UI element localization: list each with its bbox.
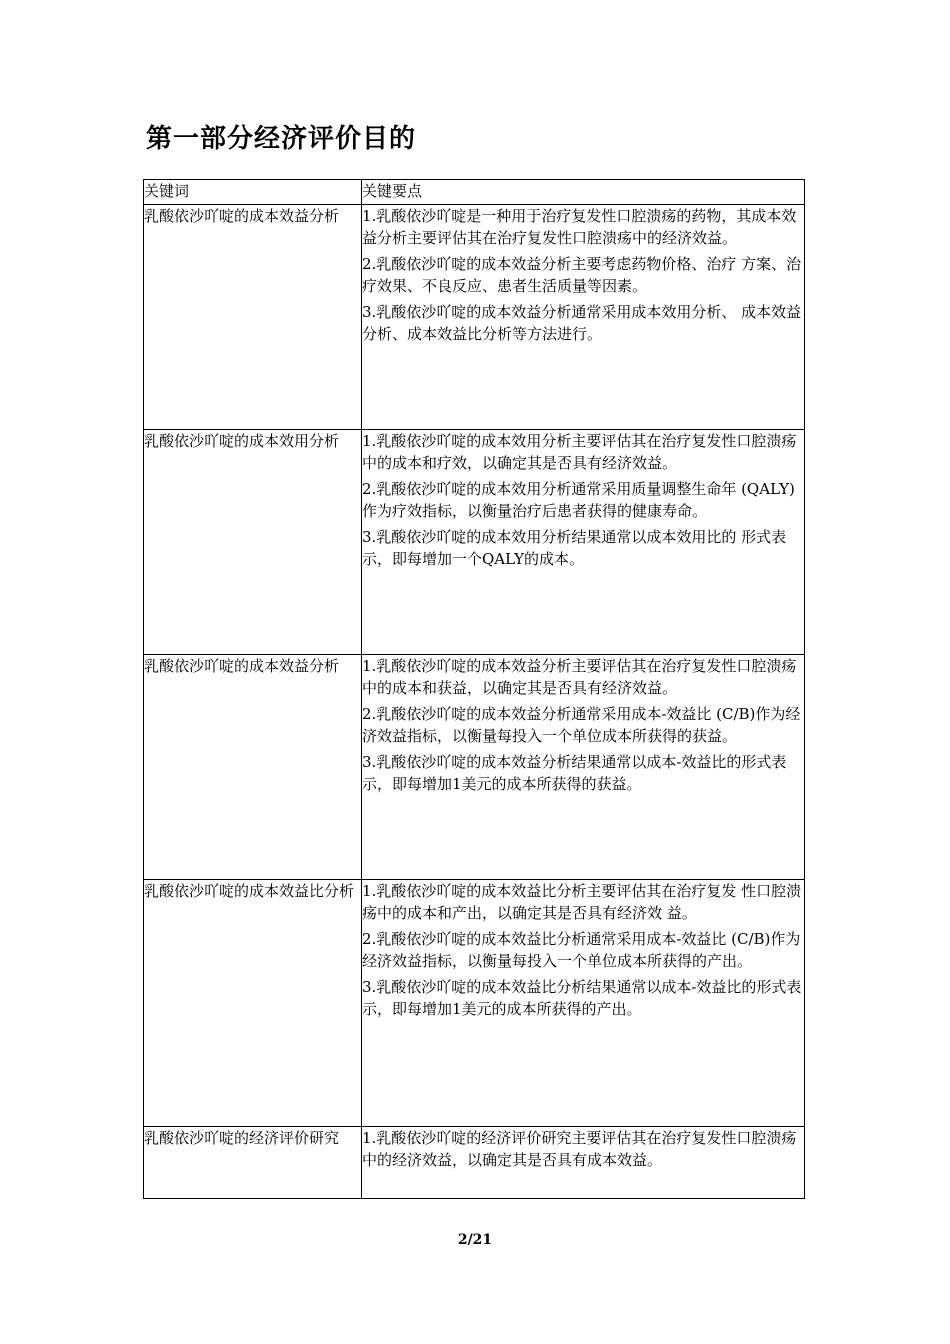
key-point: 2.乳酸依沙吖啶的成本效用分析通常采用质量调整生命年 (QALY)作为疗效指标，以衡量治疗后患者获得的健康寿命。 [362,480,795,520]
header-key-points: 关键要点 [362,180,805,205]
key-point: 3.乳酸依沙吖啶的成本效益分析结果通常以成本-效益比的形式表示，即每增加1美元的成本所获得的获益。 [362,753,787,793]
key-points-cell [362,1127,805,1199]
page-number: 2/21 [457,1232,493,1248]
key-point: 3.乳酸依沙吖啶的成本效用分析结果通常以成本效用比的 形式表示，即每增加一个QALY的成本。 [362,528,787,568]
key-points-cell [362,205,805,430]
table-row [144,1127,805,1199]
table-header-row [144,180,805,205]
key-point: 3.乳酸依沙吖啶的成本效益比分析结果通常以成本-效益比的形式表示，即每增加1美元的成本所获得的产出。 [362,978,802,1018]
page-title: 第一部分经济评价目的 [146,124,417,154]
keyword-cell: 乳酸依沙吖啶的成本效益分析 [144,205,362,430]
table-row [144,430,805,655]
key-point: 2.乳酸依沙吖啶的成本效益比分析通常采用成本-效益比 (C/B)作为经济效益指标，以衡量每投入一个单位成本所获得的产出。 [362,930,801,970]
table-row [144,880,805,1127]
keyword-cell: 乳酸依沙吖啶的成本效益分析 [144,655,362,880]
key-point: 1.乳酸依沙吖啶的成本效益分析主要评估其在治疗复发性口腔溃疡中的成本和获益，以确定其是否具有经济效益。 [362,657,797,697]
key-point: 1.乳酸依沙吖啶的经济评价研究主要评估其在治疗复发性口腔溃疡中的经济效益，以确定其是否具有成本效益。 [362,1129,797,1169]
key-point: 1.乳酸依沙吖啶是一种用于治疗复发性口腔溃疡的药物，其成本效益分析主要评估其在治疗复发性口腔溃疡中的经济效益。 [362,207,797,247]
table-row [144,655,805,880]
key-point: 1.乳酸依沙吖啶的成本效用分析主要评估其在治疗复发性口腔溃疡中的成本和疗效，以确定其是否具有经济效益。 [362,432,797,472]
key-point: 2.乳酸依沙吖啶的成本效益分析通常采用成本-效益比 (C/B)作为经济效益指标，以衡量每投入一个单位成本所获得的获益。 [362,705,801,745]
key-point: 1.乳酸依沙吖啶的成本效益比分析主要评估其在治疗复发 性口腔溃疡中的成本和产出，以确定其是否具有经济效 益。 [362,882,802,922]
keyword-cell: 乳酸依沙吖啶的经济评价研究 [144,1127,362,1199]
key-points-cell [362,655,805,880]
key-points-table [143,179,805,1199]
key-points-cell [362,430,805,655]
keyword-cell: 乳酸依沙吖啶的成本效用分析 [144,430,362,655]
header-keyword: 关键词 [144,180,362,205]
key-point: 3.乳酸依沙吖啶的成本效益分析通常采用成本效用分析、 成本效益分析、成本效益比分析等方法进行。 [362,303,802,343]
keyword-cell: 乳酸依沙吖啶的成本效益比分析 [144,880,362,1127]
key-point: 2.乳酸依沙吖啶的成本效益分析主要考虑药物价格、治疗 方案、治疗效果、不良反应、患者生活质量等因素。 [362,255,802,295]
key-points-cell [362,880,805,1127]
table-row [144,205,805,430]
